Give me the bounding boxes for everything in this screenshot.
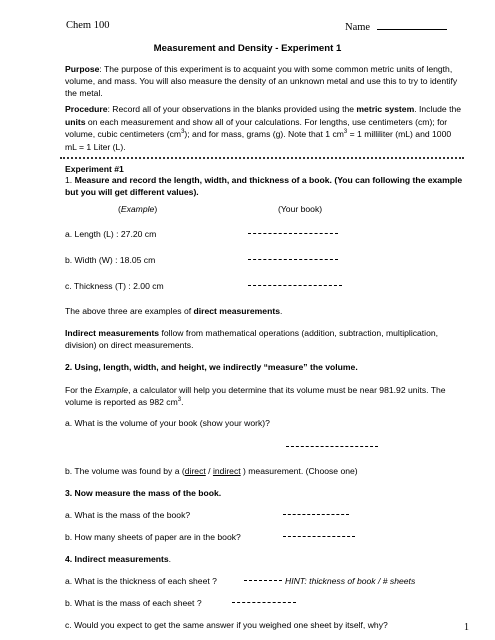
question-3a: a. What is the mass of the book? <box>65 510 191 520</box>
volume-calc-note <box>65 384 465 408</box>
question-2a: a. What is the volume of your book (show your work)? <box>65 418 270 428</box>
volume-answer-field[interactable] <box>286 437 378 447</box>
length-row: a. Length (L) : 27.20 cm <box>65 229 157 239</box>
question-4-text: 4. Indirect measurements <box>65 554 169 564</box>
length-answer-field[interactable] <box>248 224 338 234</box>
thickness-answer-field[interactable] <box>248 276 342 286</box>
procedure-sup-2: 3 <box>343 129 348 135</box>
page-title: Measurement and Density - Experiment 1 <box>153 43 342 54</box>
procedure-label: Procedure <box>65 104 108 114</box>
question-3 <box>65 487 221 499</box>
name-label <box>345 20 447 33</box>
question-1-text: Measure and record the length, width, and thickness of a book. (You can following the example but you will get different values). <box>65 175 463 197</box>
question-2b-slash: / <box>205 466 213 476</box>
option-indirect[interactable]: indirect <box>212 466 241 476</box>
calc-example: Example <box>94 385 129 395</box>
page-number: 1 <box>464 622 469 633</box>
procedure-metric: metric system <box>356 104 415 114</box>
direct-note-bold: direct measurements <box>193 306 280 316</box>
mass-sheet-answer-field[interactable] <box>232 593 296 603</box>
column-example-open: ( <box>118 204 121 214</box>
mass-answer-field[interactable] <box>283 505 349 515</box>
hint-text: HINT: thickness of book / # sheets <box>285 576 416 586</box>
name-field[interactable] <box>377 20 447 30</box>
experiment-heading: Experiment #1 <box>65 164 124 174</box>
procedure-text-2: . Include the <box>414 104 462 114</box>
name-label-text: Name <box>345 22 371 33</box>
sheets-answer-field[interactable] <box>283 527 355 537</box>
question-3-text: . Now measure the mass of the book. <box>69 488 222 498</box>
question-2b-pre: b. The volume was found by a ( <box>65 466 185 476</box>
option-direct[interactable]: direct <box>184 466 206 476</box>
procedure-text-5: = 1 milliliter (mL) and 1000 mL = 1 Liter (L). <box>65 129 452 152</box>
question-2-text: . Using, length, width, and height, we indirectly “measure” the volume. <box>69 362 358 372</box>
calc-pre: For the <box>65 385 95 395</box>
question-1 <box>65 174 465 198</box>
calc-sup: 3 <box>177 397 182 403</box>
column-example-text: Example <box>120 204 155 214</box>
thickness-row: c. Thickness (T) : 2.00 cm <box>65 281 164 291</box>
procedure-text-3: on each measurement and show all of your calculations. For lengths, use centimeters (cm); for volume, cubic centimeters (cm <box>65 116 448 139</box>
column-your-book: (Your book) <box>278 204 323 214</box>
question-4b: b. What is the mass of each sheet ? <box>65 598 202 608</box>
procedure-text-4: ); and for mass, grams (g). Note that 1 cm <box>184 129 344 139</box>
question-2b-post: ) measurement. (Choose one) <box>240 466 358 476</box>
calc-end: . <box>181 397 184 407</box>
purpose-text: : The purpose of this experiment is to acquaint you with some common metric units of length, volume, and mass. You will also measure the density of an unknown metal and use this to try to identify the metal. <box>65 64 458 98</box>
question-3b: b. How many sheets of paper are in the book? <box>65 532 241 542</box>
procedure-units: units <box>65 116 86 127</box>
procedure-paragraph <box>65 103 465 153</box>
column-example <box>118 203 157 215</box>
procedure-sup-1: 3 <box>181 129 185 135</box>
question-1-number: 1. <box>65 175 75 185</box>
purpose-label: Purpose <box>65 64 100 74</box>
direct-measurements-note <box>65 305 282 317</box>
width-answer-field[interactable] <box>248 250 338 260</box>
purpose-paragraph <box>65 63 465 99</box>
direct-note-pre: The above three are examples of <box>65 306 194 316</box>
thickness-sheet-answer-field[interactable] <box>244 571 282 581</box>
question-2b <box>65 465 358 477</box>
column-example-close: ) <box>154 204 158 214</box>
question-2-number: 2 <box>65 362 70 372</box>
question-4c: c. Would you expect to get the same answer if you weighed one sheet by itself, why? <box>65 620 388 630</box>
direct-note-post: . <box>279 306 283 316</box>
indirect-note-bold: Indirect measurements <box>65 328 160 338</box>
indirect-note-text: follow from mathematical operations (addition, subtraction, multiplication, division) on direct measurements. <box>65 328 439 350</box>
course-label: Chem 100 <box>66 20 110 31</box>
indirect-measurements-note <box>65 327 465 351</box>
question-4a: a. What is the thickness of each sheet ? <box>65 576 217 586</box>
section-divider <box>60 157 464 159</box>
question-3-number: 3 <box>65 488 70 498</box>
question-2 <box>65 361 358 373</box>
question-4-dot: . <box>168 554 172 564</box>
calc-text: , a calculator will help you determine that its volume must be near 981.92 units. The volume is reported as 982 cm <box>65 385 446 407</box>
procedure-text-1: : Record all of your observations in the blanks provided using the <box>107 104 357 114</box>
width-row: b. Width (W) : 18.05 cm <box>65 255 156 265</box>
question-4 <box>65 553 171 565</box>
